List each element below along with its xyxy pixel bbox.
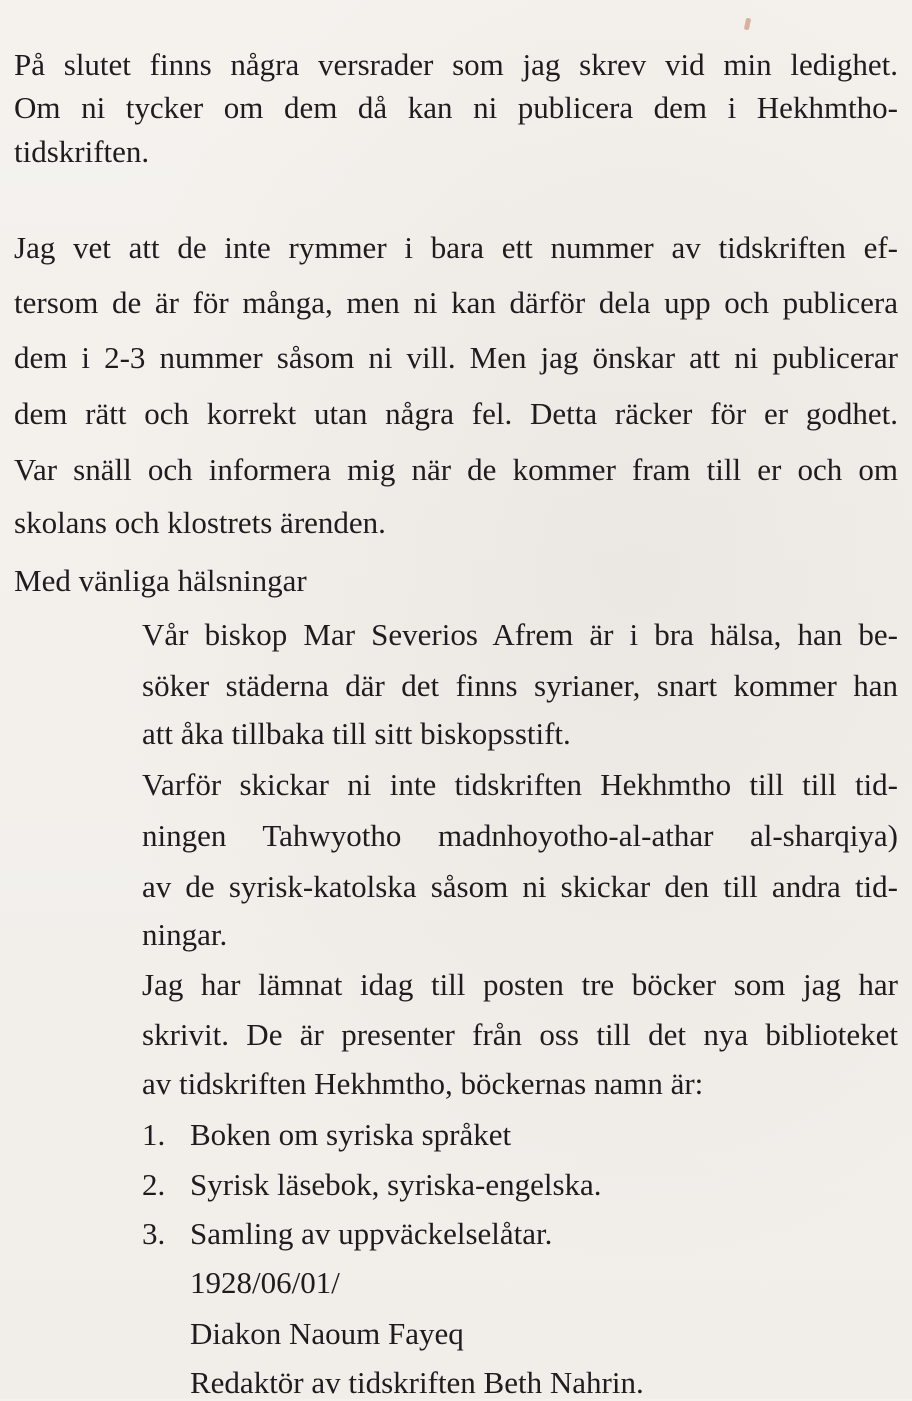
paragraph-1-line-3: tidskriften. <box>14 134 150 169</box>
ps-2-line-2: ningen Tahwyotho madnhoyotho-al-athar al-sharqiya) <box>142 818 898 853</box>
signature-title: Redaktör av tidskriften Beth Nahrin. <box>190 1365 644 1400</box>
signature-date: 1928/06/01/ <box>190 1265 340 1300</box>
ps-3-line-3: av tidskriften Hekhmtho, böckernas namn är: <box>142 1066 704 1101</box>
book-title: Samling av uppväckelselåtar. <box>190 1216 553 1251</box>
ps-2-line-3: av de syrisk-katolska såsom ni skickar den till andra tid- <box>142 869 898 904</box>
book-number: 2. <box>142 1167 166 1202</box>
ps-3-line-1: Jag har lämnat idag till posten tre böcker som jag har <box>142 967 898 1002</box>
paragraph-1-line-2: Om ni tycker om dem då kan ni publicera dem i Hekhmtho- <box>14 90 898 125</box>
ps-1-line-1: Vår biskop Mar Severios Afrem är i bra hälsa, han be- <box>142 617 898 652</box>
paragraph-2-line-4: dem rätt och korrekt utan några fel. Detta räcker för er godhet. <box>14 396 898 431</box>
ps-1-line-2: söker städerna där det finns syrianer, snart kommer han <box>142 668 898 703</box>
ps-3-line-2: skrivit. De är presenter från oss till det nya biblioteket <box>142 1017 898 1052</box>
signature-name: Diakon Naoum Fayeq <box>190 1316 464 1351</box>
ink-speck <box>744 18 751 31</box>
paragraph-1-line-1: På slutet finns några versrader som jag skrev vid min ledighet. <box>14 47 898 82</box>
paragraph-2-line-1: Jag vet att de inte rymmer i bara ett nummer av tidskriften ef- <box>14 230 898 265</box>
ps-1-line-3: att åka tillbaka till sitt biskopsstift. <box>142 716 571 751</box>
book-number: 3. <box>142 1216 166 1251</box>
ps-2-line-1: Varför skickar ni inte tidskriften Hekhmtho till till tid- <box>142 767 898 802</box>
paragraph-2-line-6: skolans och klostrets ärenden. <box>14 505 386 540</box>
book-title: Boken om syriska språket <box>190 1117 512 1152</box>
ps-2-line-4: ningar. <box>142 917 228 952</box>
paragraph-2-line-2: tersom de är för många, men ni kan därför dela upp och publicera <box>14 285 898 320</box>
paragraph-2-line-3: dem i 2-3 nummer såsom ni vill. Men jag önskar att ni publicerar <box>14 340 898 375</box>
book-number: 1. <box>142 1117 166 1152</box>
book-title: Syrisk läsebok, syriska-engelska. <box>190 1167 602 1202</box>
paragraph-2-line-5: Var snäll och informera mig när de kommer fram till er och om <box>14 452 898 487</box>
closing-greeting: Med vänliga hälsningar <box>14 563 307 598</box>
